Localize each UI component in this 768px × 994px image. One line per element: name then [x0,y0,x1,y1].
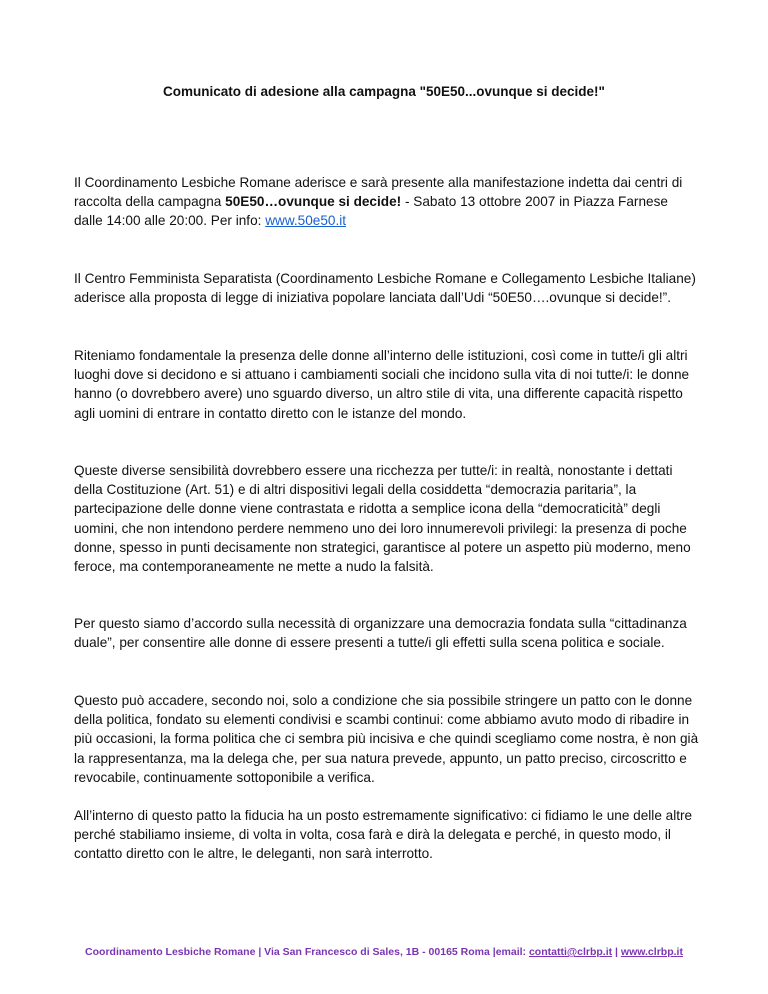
paragraph-trust: All’interno di questo patto la fiducia ha un posto estremamente significativo: ci fidiamo le une delle altre perché stabiliamo insieme, di volta in volta, cosa farà e dirà la delegata e perché, in questo modo, il contatto diretto con le altre, le deleganti, non sarà interrotto. [74,808,693,862]
paragraph-dual-citizenship: Per questo siamo d’accordo sulla necessità di organizzare una democrazia fondata sulla “cittadinanza duale”, per consentire alle donne di essere presenti a tutte/i gli effetti sulla scena politica e sociale. [74,616,687,651]
footer-address: Coordinamento Lesbiche Romane | Via San Francesco di Sales, 1B - 00165 Roma |email: [85,946,529,958]
paragraph-women-presence: Riteniamo fondamentale la presenza delle donne all’interno delle istituzioni, così come in tutte/i gli altri luoghi dove si decidono e si attuano i cambiamenti sociali che incidono sulla vita di noi tutte/i: le donne hanno (o dovrebbero avere) uno sguardo diverso, un altro stile di vita, una differente capacità rispetto agli uomini di entrare in contatto diretto con le istanze del mondo. [74,348,690,421]
document-title: Comunicato di adesione alla campagna "50E50...ovunque si decide!" [163,84,605,99]
paragraph-pact-politics: Questo può accadere, secondo noi, solo a condizione che sia possibile stringere un patto con le donne della politica, fondato su elementi condivisi e scambi continui: come abbiamo avuto modo di ribadire in più occasioni, la forma politica che ci sembra più incisiva e che quindi scegliamo come nostra, è non già la rappresentanza, ma la delega che, per sua natura prevede, appunto, un patto preciso, circoscritto e revocabile, continuamente sottoponibile a verifica. [74,693,699,785]
paragraph-text: - Sabato 13 ottobre 2007 in Piazza Farnese dalle 14:00 alle 20:00. Per info: [74,194,668,229]
campaign-website-link[interactable]: www.50e50.it [265,213,347,229]
page-footer [0,946,768,958]
paragraph-text: Il Coordinamento Lesbiche Romane aderisce e sarà presente alla manifestazione indetta dai centri di raccolta della campagna [74,175,683,210]
campaign-name-bold: 50E50…ovunque si decide! [225,194,402,210]
footer-website-link[interactable]: www.clrbp.it [620,946,683,958]
paragraph-proposal-support: Il Centro Femminista Separatista (Coordinamento Lesbiche Romane e Collegamento Lesbiche Italiane) aderisce alla proposta di legge di iniziativa popolare lanciata dall’Udi “50E50….ovunque si decide!”. [74,271,696,306]
paragraph-sensibilities: Queste diverse sensibilità dovrebbero essere una ricchezza per tutte/i: in realtà, nonostante i dettati della Costituzione (Art. 51) e di altri dispositivi legali della cosiddetta “democrazia paritaria”, la partecipazione delle donne viene contrastata e ridotta a semplice icona della “democraticità” degli uomini, che non intendono perdere nemmeno uno dei loro innumerevoli privilegi: la presenza di poche donne, spesso in punti decisamente non strategici, garantisce al potere un aspetto più moderno, meno feroce, ma contemporaneamente ne mette a nudo la falsità. [74,463,691,575]
footer-email-link[interactable]: contatti@clrbp.it [528,946,613,958]
footer-separator: | [612,946,621,958]
paragraph-adhesion-event [74,173,699,231]
